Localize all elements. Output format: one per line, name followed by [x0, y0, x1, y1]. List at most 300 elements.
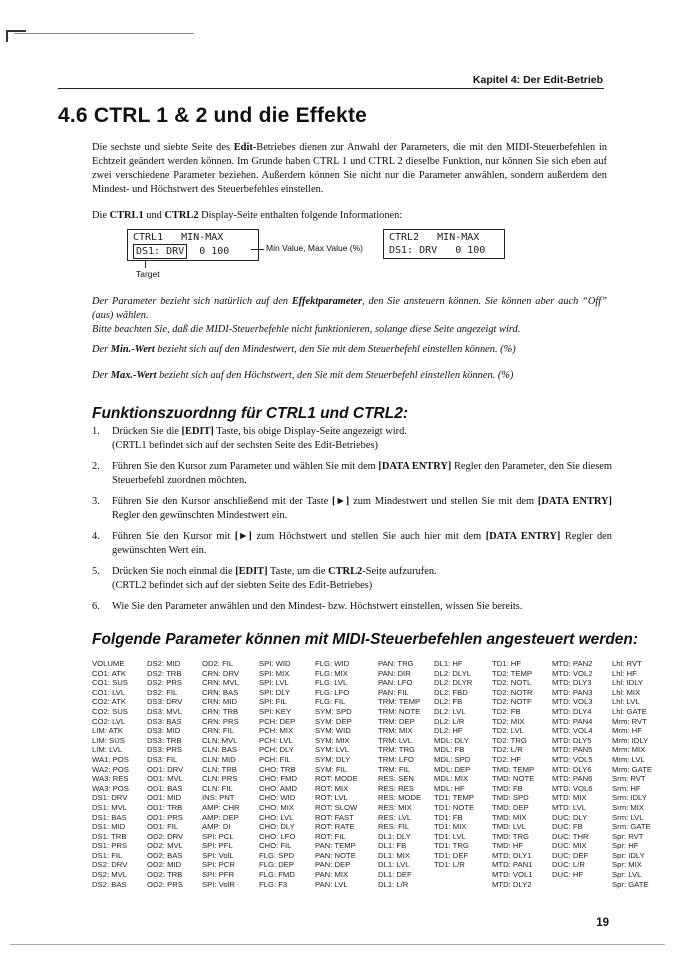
parameter-item: DUC: MIX — [552, 841, 587, 851]
step-text-segment: [►] — [234, 531, 252, 542]
display-intro-paragraph-segment: Display-Seite enthalten folgende Informationen: — [198, 210, 403, 221]
step-text-segment: zum Mindestwert und stellen Sie mit dem — [349, 496, 538, 507]
parameter-item: SYM: DEP — [315, 716, 352, 726]
parameter-item: Srm: LVL — [612, 812, 644, 822]
step-text-segment: [DATA ENTRY] — [378, 461, 452, 472]
parameter-item: DL1: LVL — [378, 860, 410, 870]
parameter-item: MTD: DLY3 — [552, 678, 592, 688]
minmax-leader-line — [251, 249, 264, 250]
parameter-item: Srm: GATE — [612, 822, 651, 832]
step-item — [92, 495, 612, 523]
step-text-segment: [DATA ENTRY] — [485, 531, 561, 542]
parameter-item: OD1: DRV — [147, 764, 184, 774]
parameter-item: TMD: SPD — [492, 793, 529, 803]
parameter-item: CLN: FIL — [202, 783, 233, 793]
parameter-item: CHO: FMD — [259, 774, 298, 784]
parameter-item: CLN: MVL — [202, 735, 238, 745]
parameter-item: Srm: RVT — [612, 774, 646, 784]
parameter-column — [147, 659, 202, 889]
parameter-item: MTD: PAN2 — [552, 659, 593, 668]
parameter-item: TD2: NOTL — [492, 678, 532, 688]
running-head: Kapitel 4: Der Edit-Betrieb — [472, 74, 603, 86]
parameter-item: CLN: MID — [202, 754, 236, 764]
parameter-item: TD1: DEF — [434, 850, 469, 860]
parameter-item: Mrm: RVT — [612, 716, 647, 726]
parameter-item: OD2: DRV — [147, 831, 184, 841]
parameter-item: MTD: PAN5 — [552, 745, 593, 755]
step-number: 6. — [92, 601, 100, 612]
step-text-segment: -Seite aufzurufen. — [362, 566, 437, 577]
step-number: 5. — [92, 566, 100, 577]
parameter-item: TMD: DEP — [492, 802, 529, 812]
parameter-item: LIM: LVL — [92, 745, 123, 755]
step-note: (CRTL2 befindet sich auf der siebten Seite des Edit-Betriebes) — [112, 580, 373, 591]
parameter-item: TMD: NOTE — [492, 774, 535, 784]
parameter-item: PAN: DEP — [315, 860, 351, 870]
parameter-column — [92, 659, 147, 889]
parameter-item: TMD: LVL — [492, 822, 527, 832]
parameter-item: DL1: L/R — [378, 879, 409, 889]
parameter-item: TD2: FB — [492, 706, 521, 716]
parameter-item: CO1: LVL — [92, 687, 126, 697]
parameter-item: DUC: THR — [552, 831, 589, 841]
parameter-item: RES: RES — [378, 783, 414, 793]
parameter-item: CO2: ATK — [92, 697, 127, 707]
parameter-item: Mrm: GATE — [612, 764, 652, 774]
parameter-item: TRM: LVL — [378, 735, 413, 745]
step-text-segment: zum Höchstwert und stellen Sie auch hier mit dem — [251, 531, 486, 542]
parameter-item: DS2: BAS — [92, 879, 127, 889]
parameter-item: DS1: PRS — [92, 841, 128, 851]
parameter-item: RES: MODE — [378, 793, 422, 803]
parameter-item: PCH: MIX — [259, 726, 294, 736]
parameter-item: SPI: PFR — [202, 870, 235, 880]
parameter-item: MTD: VOL6 — [552, 783, 593, 793]
parameter-item: DL2: FB — [434, 697, 463, 707]
note-parameter-text-segment: Der Parameter bezieht sich natürlich auf den — [92, 296, 292, 307]
page-number: 19 — [596, 917, 609, 929]
parameter-item: CO2: SUS — [92, 706, 128, 716]
parameter-item: MDL: SPD — [434, 754, 471, 764]
parameter-item: TRM: DEP — [378, 716, 415, 726]
lcd-ctrl1-line2 — [133, 244, 253, 259]
step-number: 2. — [92, 461, 100, 472]
parameter-item: TRM: FIL — [378, 764, 411, 774]
note-max-value-segment: Max.-Wert — [110, 370, 157, 381]
display-intro-paragraph-segment: CTRL1 — [109, 210, 144, 221]
parameter-item: RES: FIL — [378, 822, 410, 832]
parameter-item: DS3: DRV — [147, 697, 183, 707]
parameter-item: CO1: SUS — [92, 678, 128, 688]
top-rule — [14, 33, 194, 34]
note-max-value-segment: bezieht sich auf den Höchstwert, den Sie mit dem Steuerbefehl einstellen können. (%) — [156, 370, 514, 381]
parameter-item: DS2: DRV — [92, 860, 128, 870]
parameter-column — [202, 659, 259, 889]
parameter-item: DS1: BAS — [92, 812, 127, 822]
step-text-segment: [EDIT] — [235, 566, 268, 577]
parameter-item: DUC: DEF — [552, 850, 589, 860]
step-text — [112, 460, 612, 488]
parameter-item: MTD: DLY5 — [552, 735, 592, 745]
parameter-item: SPI: WID — [259, 659, 291, 668]
bottom-rule — [10, 944, 665, 945]
display-intro-paragraph-segment: Die — [92, 210, 110, 221]
parameter-item: OD1: MVL — [147, 774, 183, 784]
intro-paragraph-segment: -Betriebes dienen zur Anwahl der Parameters, die mit den MIDI-Steuerbefehlen in Echtzeit geändert werden können. Im Grunde haben CTRL 1 und CTRL 2 dieselbe Funktion, nur können Sie sich eben auf zwei verschiedene Parameter beziehen. Außerdem können Sie nicht nur die Parameter anwählen, sondern außerdem den Mindest- und Höchstwert des Steuerbefehles einstellen. — [92, 142, 607, 195]
parameter-item: ROT: RATE — [315, 822, 355, 832]
parameter-item: AMP: CHR — [202, 802, 240, 812]
step-text-segment: Drücken Sie noch einmal die — [112, 566, 236, 577]
parameter-item: TD2: MIX — [492, 716, 525, 726]
parameter-item: DL2: DLYR — [434, 678, 473, 688]
parameter-item: TRM: NOTE — [378, 706, 421, 716]
parameter-item: ROT: FAST — [315, 812, 354, 822]
parameter-item: MTD: VOL4 — [552, 726, 593, 736]
note-parameter-text — [92, 295, 607, 323]
steps-list — [92, 425, 612, 621]
parameter-item: SPI: VolR — [202, 879, 235, 889]
step-item — [92, 425, 612, 453]
parameter-item: DS1: TRB — [92, 831, 127, 841]
parameter-item: DL1: FB — [378, 841, 407, 851]
parameter-item: VOLUME — [92, 659, 125, 668]
parameter-item: TMD: HF — [492, 841, 524, 851]
parameter-column — [378, 659, 434, 889]
parameter-item: DUC: DLY — [552, 812, 588, 822]
parameter-item: OD1: TRB — [147, 802, 183, 812]
parameter-item: TD2: LVL — [492, 726, 524, 736]
parameter-item: DL2: L/R — [434, 716, 465, 726]
note-parameter-text-segment: , den Sie ansteuern können. Sie können aber auch “Off” (aus) wählen. — [92, 296, 607, 321]
crop-mark — [6, 30, 26, 42]
step-text — [112, 530, 612, 558]
parameter-column — [434, 659, 492, 889]
parameter-item: CRN: BAS — [202, 687, 239, 697]
step-text-segment: Führen Sie den Kursor mit — [112, 531, 235, 542]
parameter-item: OD2: BAS — [147, 850, 183, 860]
parameter-item: RES: SEN — [378, 774, 414, 784]
note-min-value — [92, 343, 607, 357]
parameter-item: MTD: DLY4 — [552, 706, 592, 716]
lcd-ctrl1 — [127, 229, 259, 261]
parameter-item: TD1: L/R — [434, 860, 465, 870]
section-title: 4.6 CTRL 1 & 2 und die Effekte — [58, 104, 368, 127]
display-intro-paragraph — [92, 209, 607, 223]
parameter-item: DS3: PRS — [147, 745, 183, 755]
parameter-item: MDL: MIX — [434, 774, 469, 784]
parameter-heading: Folgende Parameter können mit MIDI-Steuerbefehlen angesteuert werden: — [92, 631, 639, 648]
parameter-item: CHO: DLY — [259, 822, 295, 832]
parameter-item: Lhl: IDLY — [612, 678, 644, 688]
parameter-item: MTD: LVL — [552, 802, 587, 812]
parameter-item: MTD: DLY2 — [492, 879, 532, 889]
display-intro-paragraph-segment: und — [143, 210, 165, 221]
note-max-value — [92, 369, 607, 383]
note-parameter — [92, 295, 607, 337]
parameter-item: MTD: MIX — [552, 793, 587, 803]
parameter-item: DS1: MVL — [92, 802, 128, 812]
parameter-item: SPI: PFL — [202, 841, 233, 851]
parameter-item: AMP: DEP — [202, 812, 239, 822]
parameter-item: ROT: MIX — [315, 783, 349, 793]
parameter-item: DS2: TRB — [147, 668, 182, 678]
parameter-item: FLG: LFO — [315, 687, 350, 697]
parameter-item: CHO: LFO — [259, 831, 296, 841]
parameter-item: TMD: MIX — [492, 812, 527, 822]
parameter-item: OD1: FIL — [147, 822, 179, 832]
parameter-item: CLN: BAS — [202, 745, 238, 755]
parameter-item: MTD: PAN1 — [492, 860, 533, 870]
parameter-item: CHO: LVL — [259, 812, 294, 822]
parameter-item: TMD: TEMP — [492, 764, 535, 774]
parameter-item: ROT: FIL — [315, 831, 346, 841]
parameter-item: SYM: DLY — [315, 754, 351, 764]
parameter-item: TD1: MIX — [434, 822, 467, 832]
intro-paragraph-segment: Edit — [233, 142, 253, 153]
step-text-segment: Wie Sie den Parameter anwählen und den Mindest- bzw. Höchstwert einstellen, wissen Sie bereits. — [112, 601, 523, 612]
parameter-item: TD1: LVL — [434, 831, 466, 841]
parameter-item: DL1: HF — [434, 659, 463, 668]
parameter-item: SPI: LVL — [259, 678, 289, 688]
parameter-item: DS3: MVL — [147, 706, 183, 716]
parameter-item: CRN: MID — [202, 697, 238, 707]
parameter-item: Spr: LVL — [612, 870, 642, 880]
lcd-ctrl2-line2: DS1: DRV 0 100 — [389, 245, 486, 256]
parameter-item: DUC: L/R — [552, 860, 585, 870]
parameter-column — [612, 659, 662, 889]
step-text-segment: Taste, um die — [267, 566, 329, 577]
step-item — [92, 600, 612, 614]
note-min-value-segment: Der — [92, 344, 111, 355]
parameter-item: MTD: VOL1 — [492, 870, 533, 880]
parameter-item: OD2: MID — [147, 860, 182, 870]
parameter-item: OD2: MVL — [147, 841, 183, 851]
parameter-item: OD1: PRS — [147, 812, 183, 822]
parameter-item: TRM: TRG — [378, 745, 416, 755]
parameter-item: TRM: MIX — [378, 726, 413, 736]
parameter-item: DL2: LVL — [434, 706, 466, 716]
target-label: Target — [136, 269, 160, 279]
parameter-item: TRM: TEMP — [378, 697, 421, 707]
parameter-item: TD1: FB — [434, 812, 463, 822]
parameter-item: TMD: FB — [492, 783, 523, 793]
step-text-segment: Taste, bis obige Display-Seite angezeigt wird. — [213, 426, 407, 437]
parameter-item: FLG: DEP — [259, 860, 295, 870]
parameter-item: TRM: LFO — [378, 754, 414, 764]
parameter-item: SPI: PCL — [202, 831, 234, 841]
parameter-item: SPI: DLY — [259, 687, 291, 697]
parameter-item: PAN: LFO — [378, 678, 413, 688]
parameter-item: DL2: FBD — [434, 687, 468, 697]
step-text-segment: [►] — [332, 496, 350, 507]
parameter-item: FLG: F3 — [259, 879, 288, 889]
parameter-item: WA3: RES — [92, 774, 129, 784]
parameter-item: PAN: NOTE — [315, 850, 356, 860]
step-text — [112, 565, 612, 579]
parameter-item: TD2: NOTF — [492, 697, 532, 707]
parameter-item: CRN: FIL — [202, 726, 235, 736]
parameter-item: Mrm: HF — [612, 726, 642, 736]
parameter-item: CHO: MIX — [259, 802, 295, 812]
step-text-segment: Führen Sie den Kursor zum Parameter und wählen Sie mit dem — [112, 461, 379, 472]
parameter-item: INS: PNT — [202, 793, 235, 803]
parameter-item: Spr: RVT — [612, 831, 644, 841]
step-item — [92, 460, 612, 488]
parameter-column — [259, 659, 315, 889]
parameter-item: MTD: PAN6 — [552, 774, 593, 784]
parameter-item: MDL: DLY — [434, 735, 469, 745]
parameter-item: CHO: TRB — [259, 764, 296, 774]
step-text-segment: Drücken Sie die — [112, 426, 182, 437]
parameter-item: TD2: TEMP — [492, 668, 533, 678]
note-parameter-warning: Bitte beachten Sie, daß die MIDI-Steuerbefehle nicht funktionieren, solange diese Seite angezeigt wird. — [92, 324, 521, 335]
parameter-item: FLG: WID — [315, 659, 350, 668]
parameter-item: SPI: VolL — [202, 850, 234, 860]
parameter-item: DS3: FIL — [147, 754, 178, 764]
step-text-segment: [EDIT] — [181, 426, 214, 437]
parameter-item: OD1: MID — [147, 793, 182, 803]
parameter-item: ROT: MODE — [315, 774, 358, 784]
parameter-item: Lhl: LVL — [612, 697, 640, 707]
parameter-item: WA3: POS — [92, 783, 129, 793]
minmax-label: Min Value, Max Value (%) — [266, 243, 363, 253]
parameter-item: DS2: MID — [147, 659, 181, 668]
step-text-segment: [DATA ENTRY] — [537, 496, 612, 507]
parameter-item: DS1: MID — [92, 822, 126, 832]
parameter-item: PAN: LVL — [315, 879, 348, 889]
step-item — [92, 530, 612, 558]
step-item — [92, 565, 612, 593]
parameter-item: DUC: FB — [552, 822, 583, 832]
step-number: 4. — [92, 531, 100, 542]
parameter-item: TD2: TRG — [492, 735, 527, 745]
parameter-item: DS2: PRS — [147, 678, 183, 688]
parameter-item: CO1: ATK — [92, 668, 127, 678]
parameter-item: LIM: SUS — [92, 735, 125, 745]
display-intro-paragraph-segment: CTRL2 — [164, 210, 199, 221]
parameter-item: CRN: MVL — [202, 678, 239, 688]
parameter-item: CRN: PRS — [202, 716, 239, 726]
parameter-item: DS3: TRB — [147, 735, 182, 745]
parameter-item: DL1: MIX — [378, 850, 411, 860]
parameter-item: MTD: DLY1 — [492, 850, 532, 860]
parameter-item: AMP: DI — [202, 822, 231, 832]
parameter-item: OD2: TRB — [147, 870, 183, 880]
parameter-item: TMD: TRG — [492, 831, 530, 841]
note-min-value-segment: Min.-Wert — [110, 344, 155, 355]
parameter-item: DS3: BAS — [147, 716, 182, 726]
lcd-ctrl2 — [383, 229, 505, 259]
parameter-item: Srm: IDLY — [612, 793, 647, 803]
parameter-item: TD1: HF — [492, 659, 522, 668]
parameter-item: MTD: PAN3 — [552, 687, 593, 697]
step-text — [112, 495, 612, 523]
lcd-ctrl1-line1: CTRL1 MIN-MAX — [133, 232, 224, 243]
parameter-item: FLG: FIL — [315, 697, 346, 707]
parameter-item: Srm: MIX — [612, 802, 645, 812]
parameter-item: DS1: DRV — [92, 793, 128, 803]
parameter-item: DS3: MID — [147, 726, 181, 736]
parameter-item: DS2: MVL — [92, 870, 128, 880]
parameter-item: CHO: FIL — [259, 841, 292, 851]
parameter-item: Spr: IDLY — [612, 850, 645, 860]
parameter-item: TD2: NOTR — [492, 687, 533, 697]
parameter-item: TD1: TEMP — [434, 793, 475, 803]
parameter-item: SPI: FIL — [259, 697, 287, 707]
parameter-item: MTD: VOL3 — [552, 697, 593, 707]
step-text — [112, 600, 612, 614]
parameter-item: PAN: TEMP — [315, 841, 356, 851]
intro-paragraph — [92, 141, 607, 197]
step-text-segment: Regler den Parameter, den Sie diesem Steuerbefehl zuordnen möchten. — [112, 461, 612, 486]
parameter-item: Lhl: RVT — [612, 659, 642, 668]
parameter-item: FLG: LVL — [315, 678, 348, 688]
parameter-item: CHO: WID — [259, 793, 296, 803]
parameter-item: RES: LVL — [378, 812, 412, 822]
parameter-item: PCH: FIL — [259, 754, 291, 764]
parameter-item: DUC: HF — [552, 870, 584, 880]
parameter-item: OD2: FIL — [202, 659, 234, 668]
parameter-item: MTD: VOL2 — [552, 668, 593, 678]
parameter-item: FLG: FMD — [259, 870, 295, 880]
parameter-item: CLN: PRS — [202, 774, 238, 784]
parameter-item: ROT: SLOW — [315, 802, 358, 812]
parameter-item: MDL: FB — [434, 745, 465, 755]
parameter-item: DL2: DLYL — [434, 668, 472, 678]
parameter-item: DS2: FIL — [147, 687, 178, 697]
parameter-item: MTD: DLY6 — [552, 764, 592, 774]
parameter-item: DL2: HF — [434, 726, 463, 736]
parameter-item: PCH: DEP — [259, 716, 296, 726]
parameter-item: CO2: LVL — [92, 716, 126, 726]
step-text-segment: Regler den gewünschten Mindestwert ein. — [112, 510, 288, 521]
target-leader-line — [145, 260, 146, 268]
parameter-item: WA2: POS — [92, 764, 129, 774]
parameter-item: LIM: ATK — [92, 726, 124, 736]
parameter-item: CHO: AMD — [259, 783, 298, 793]
parameter-item: OD1: BAS — [147, 783, 183, 793]
parameter-item: PCH: DLY — [259, 745, 294, 755]
note-parameter-text-segment: Effektparameter — [291, 296, 363, 307]
intro-paragraph-segment: Die sechste und siebte Seite des — [92, 142, 234, 153]
parameter-item: CLN: TRB — [202, 764, 237, 774]
parameter-item: RES: MIX — [378, 802, 412, 812]
note-min-value-segment: bezieht sich auf den Mindestwert, den Sie mit dem Steuerbefehl einstellen können. (%) — [154, 344, 516, 355]
parameter-item: DL1: DLY — [378, 831, 411, 841]
parameter-item: PAN: FIL — [378, 687, 409, 697]
lcd-ctrl2-line1: CTRL2 MIN-MAX — [389, 232, 480, 243]
parameter-item: WA1: POS — [92, 754, 129, 764]
step-text-segment: Führen Sie den Kursor anschließend mit der Taste — [112, 496, 333, 507]
parameter-item: FLG: SPD — [259, 850, 295, 860]
step-number: 1. — [92, 426, 100, 437]
parameter-item: Spr: MIX — [612, 860, 642, 870]
parameter-item: OD2: PRS — [147, 879, 183, 889]
parameter-item: Mrm: IDLY — [612, 735, 649, 745]
header-rule — [58, 88, 604, 89]
parameter-item: PAN: MIX — [315, 870, 349, 880]
lcd-ctrl1-target: DS1: DRV — [133, 244, 187, 259]
parameter-item: Lhl: GATE — [612, 706, 647, 716]
parameter-item: PCH: LVL — [259, 735, 293, 745]
step-text — [112, 425, 612, 439]
parameter-item: MDL: DEP — [434, 764, 471, 774]
parameter-item: DS1: FIL — [92, 850, 123, 860]
parameter-item: ROT: LVL — [315, 793, 348, 803]
parameter-item: SYM: WID — [315, 726, 351, 736]
parameter-item: Mrm: LVL — [612, 754, 645, 764]
parameter-item: MTD: VOL5 — [552, 754, 593, 764]
